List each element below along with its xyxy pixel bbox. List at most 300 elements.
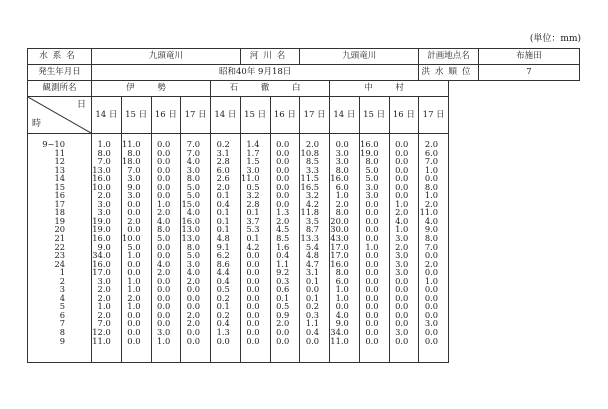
day-header: 15 日 [359,97,389,134]
value-cell: 11.0 [241,173,260,184]
day-header: 17 日 [300,97,330,134]
value-cell: 0.0 [365,233,379,244]
hour-column [28,134,92,363]
value-cell: 2.0 [395,207,409,218]
value-list [271,140,290,345]
value-cell: 0.0 [335,139,349,149]
value-cell: 1.0 [127,301,141,312]
value-cell: 7.0 [424,241,439,252]
value-cell: 3.0 [97,207,111,218]
value-cell: 2.0 [97,309,111,320]
value-cell: 1.0 [424,190,439,201]
value-cell: 8.0 [424,181,439,192]
value-cell: 17.0 [92,267,111,278]
value-cell: 9.0 [127,181,141,192]
value-cell: 2.6 [216,173,230,184]
value-cell: 3.0 [127,190,141,201]
hour-cell: 19 [54,215,65,226]
value-cell: 0.0 [395,318,409,329]
value-cell: 3.0 [335,156,349,167]
value-cell: 0.4 [216,275,230,286]
day-header: 14 日 [330,97,360,134]
value-cell: 0.0 [186,335,200,346]
value-cell: 0.0 [395,335,409,346]
value-column [330,134,360,363]
value-cell: 3.3 [305,164,320,175]
value-cell: 4.5 [276,224,290,235]
value-cell: 0.1 [246,207,260,218]
value-cell: 8.0 [186,173,200,184]
value-cell: 3.0 [157,327,171,338]
value-cell: 7.0 [127,164,141,175]
value-cell: 2.0 [186,275,200,286]
value-cell: 1.4 [246,139,260,149]
value-cell: 19.0 [360,147,379,158]
value-cell: 0.4 [305,327,320,338]
value-column [92,134,122,363]
value-cell: 3.0 [395,258,409,269]
value-cell: 0.0 [424,301,439,312]
hour-cell: 16 [54,190,65,201]
value-cell: 0.0 [127,198,141,209]
value-list [390,140,409,345]
hour-cell: 23 [54,250,65,261]
value-cell: 0.0 [186,284,200,295]
value-list [419,140,438,345]
hour-cell: 6 [59,309,65,320]
value-cell: 0.0 [157,173,171,184]
value-cell: 2.0 [127,292,141,303]
station-itoshiro: 石 徹 白 [211,81,330,97]
value-cell: 4.0 [157,215,171,226]
value-cell: 10.8 [300,147,320,158]
value-cell: 0.0 [395,275,409,286]
value-cell: 3.0 [97,198,111,209]
value-cell: 6.0 [335,181,349,192]
value-cell: 0.0 [276,147,290,158]
value-cell: 0.0 [246,292,260,303]
value-cell: 0.0 [365,198,379,209]
value-cell: 0.0 [157,164,171,175]
value-cell: 8.7 [305,224,320,235]
value-cell: 0.0 [424,267,439,278]
value-cell: 9.2 [276,267,290,278]
value-cell: 0.3 [276,275,290,286]
value-cell: 0.0 [127,335,141,346]
value-cell: 2.8 [216,156,230,167]
value-cell: 3.1 [216,147,230,158]
value-cell: 0.0 [186,301,200,312]
value-cell: 0.0 [246,309,260,320]
day-header: 16 日 [389,97,419,134]
value-cell: 0.0 [276,139,290,149]
hour-cell: 7 [59,318,65,329]
kasen-value: 九頭竜川 [300,49,419,65]
value-cell: 1.0 [395,198,409,209]
value-cell: 0.0 [276,327,290,338]
value-cell: 0.0 [276,173,290,184]
value-cell: 0.0 [246,275,260,286]
value-cell: 0.0 [424,173,439,184]
value-cell: 0.0 [424,284,439,295]
value-cell: 5.0 [127,241,141,252]
hour-cell: 2 [59,275,65,286]
day-header: 14 日 [92,97,122,134]
value-cell: 0.0 [305,335,320,346]
value-cell: 7.0 [424,156,439,167]
value-cell: 9.0 [335,318,349,329]
value-cell: 0.0 [246,250,260,261]
value-list [330,140,349,345]
value-cell: 0.2 [216,292,230,303]
value-cell: 0.0 [395,147,409,158]
value-cell: 4.8 [305,250,320,261]
value-cell: 0.0 [157,147,171,158]
value-cell: 5.0 [365,173,379,184]
kansoku-label: 観測所名 [28,81,92,97]
station-row [28,81,580,97]
value-cell: 4.0 [424,215,439,226]
value-cell: 0.0 [365,292,379,303]
value-cell: 1.0 [335,292,349,303]
value-cell: 1.0 [157,335,171,346]
value-column [270,134,300,363]
value-cell: 0.0 [395,284,409,295]
hour-cell: 24 [54,258,65,269]
value-cell: 0.0 [157,301,171,312]
value-cell: 3.0 [395,327,409,338]
value-cell: 0.0 [424,292,439,303]
value-cell: 0.0 [127,207,141,218]
value-cell: 3.1 [305,267,320,278]
value-cell: 5.0 [186,190,200,201]
keikaku-label: 計画地点名 [419,49,479,65]
value-cell: 0.5 [216,284,230,295]
value-cell: 8.0 [365,156,379,167]
value-cell: 0.0 [157,241,171,252]
value-cell: 8.5 [305,156,320,167]
value-cell: 16.0 [92,258,111,269]
value-cell: 0.0 [276,190,290,201]
value-cell: 3.7 [246,215,260,226]
value-cell: 0.0 [424,327,439,338]
value-cell: 0.9 [276,309,290,320]
value-cell: 8.0 [157,224,171,235]
value-cell: 0.0 [246,258,260,269]
value-cell: 13.0 [181,233,200,244]
hour-cell: 9~10 [42,139,65,149]
value-cell: 0.2 [305,301,320,312]
value-cell: 0.0 [216,335,230,346]
value-cell: 2.0 [97,292,111,303]
hour-cell: 20 [54,224,65,235]
value-cell: 0.5 [246,181,260,192]
value-cell: 2.8 [246,198,260,209]
value-cell: 6.0 [335,275,349,286]
value-column [121,134,151,363]
value-cell: 3.2 [305,190,320,201]
value-cell: 3.0 [97,275,111,286]
value-cell: 6.2 [216,250,230,261]
value-list [300,140,319,345]
value-list [211,140,230,345]
value-cell: 1.0 [127,284,141,295]
value-cell: 0.5 [276,301,290,312]
value-cell: 0.1 [216,207,230,218]
hour-list [28,140,65,345]
value-cell: 17.0 [330,241,349,252]
value-cell: 0.0 [276,335,290,346]
info-row-2 [28,65,580,81]
value-cell: 1.0 [127,250,141,261]
value-cell: 1.0 [395,224,409,235]
value-cell: 3.0 [395,267,409,278]
hour-cell: 9 [59,335,65,346]
value-cell: 0.0 [276,164,290,175]
value-column [240,134,270,363]
value-cell: 0.0 [395,139,409,149]
value-cell: 0.0 [157,292,171,303]
value-cell: 11.5 [300,173,320,184]
value-cell: 2.0 [97,190,111,201]
value-cell: 0.1 [246,233,260,244]
value-cell: 0.0 [365,250,379,261]
value-cell: 0.0 [365,309,379,320]
value-cell: 4.0 [186,267,200,278]
value-cell: 9.1 [216,241,230,252]
value-cell: 15.0 [181,198,200,209]
hour-cell: 4 [59,292,65,303]
value-cell: 11.0 [330,335,349,346]
hour-cell: 21 [54,233,65,244]
value-cell: 2.0 [424,258,439,269]
value-list [241,140,260,345]
value-cell: 0.0 [424,335,439,346]
unit-label: (単位：mm) [529,34,581,44]
value-cell: 5.4 [305,241,320,252]
value-cell: 2.0 [97,284,111,295]
value-cell: 1.0 [424,275,439,286]
value-cell: 0.0 [157,156,171,167]
value-cell: 3.0 [424,318,439,329]
rainfall-table [27,48,580,363]
day-header: 14 日 [211,97,241,134]
value-cell: 0.3 [305,309,320,320]
value-cell: 4.2 [305,198,320,209]
value-cell: 0.2 [216,309,230,320]
value-cell: 0.0 [246,327,260,338]
value-cell: 11.0 [92,335,111,346]
value-cell: 6.0 [216,164,230,175]
value-cell: 3.0 [365,181,379,192]
value-cell: 1.0 [365,241,379,252]
value-cell: 16.0 [330,258,349,269]
value-cell: 11.8 [300,207,320,218]
value-cell: 5.0 [186,181,200,192]
value-cell: 16.5 [300,181,320,192]
value-cell: 0.0 [157,139,171,149]
value-cell: 13.0 [92,164,111,175]
hour-cell: 1 [59,267,65,278]
value-cell: 3.0 [246,164,260,175]
value-cell: 2.0 [305,139,320,149]
value-cell: 0.0 [395,301,409,312]
value-cell: 8.0 [127,147,141,158]
value-cell: 0.1 [216,224,230,235]
value-cell: 12.0 [92,327,111,338]
value-cell: 3.0 [395,233,409,244]
value-cell: 17.0 [330,250,349,261]
value-cell: 7.0 [97,318,111,329]
day-header: 15 日 [121,97,151,134]
value-cell: 0.0 [365,207,379,218]
value-cell: 0.0 [127,258,141,269]
kasen-label: 河川名 [240,49,300,65]
value-cell: 1.7 [246,147,260,158]
value-cell: 16.0 [330,173,349,184]
value-cell: 2.0 [395,241,409,252]
hour-cell: 5 [59,301,65,312]
value-cell: 5.0 [157,233,171,244]
value-cell: 0.1 [305,292,320,303]
value-cell: 8.0 [186,241,200,252]
value-cell: 2.0 [276,318,290,329]
value-cell: 3.5 [305,215,320,226]
hour-cell: 11 [54,147,65,158]
hour-axis-label: 時 [32,119,42,129]
value-cell: 4.4 [216,267,230,278]
value-cell: 0.0 [365,215,379,226]
value-cell: 0.0 [365,327,379,338]
value-cell: 3.0 [186,164,200,175]
value-cell: 0.0 [365,335,379,346]
value-cell: 16.0 [92,233,111,244]
value-cell: 4.0 [186,156,200,167]
value-cell: 1.5 [246,156,260,167]
value-cell: 1.0 [424,164,439,175]
value-cell: 0.0 [157,181,171,192]
value-column [211,134,241,363]
value-cell: 8.0 [97,147,111,158]
value-cell: 0.0 [246,335,260,346]
value-cell: 0.0 [186,292,200,303]
value-cell: 0.1 [216,190,230,201]
value-cell: 0.0 [157,250,171,261]
day-header: 17 日 [181,97,211,134]
day-header-row [28,97,580,134]
hour-cell: 12 [54,156,65,167]
value-cell: 0.4 [276,250,290,261]
suikei-value: 九頭竜川 [92,49,241,65]
value-cell: 0.0 [127,318,141,329]
day-header: 16 日 [270,97,300,134]
value-cell: 8.6 [216,258,230,269]
value-cell: 4.0 [335,309,349,320]
value-cell: 13.0 [181,224,200,235]
value-cell: 0.1 [276,292,290,303]
suikei-label: 水系名 [28,49,92,65]
value-cell: 2.0 [335,198,349,209]
value-cell: 16.0 [360,139,379,149]
value-cell: 0.1 [216,215,230,226]
value-cell: 0.0 [365,275,379,286]
value-cell: 0.0 [305,284,320,295]
value-cell: 8.0 [335,267,349,278]
value-cell: 1.0 [97,139,111,149]
value-cell: 0.0 [424,309,439,320]
value-cell: 0.0 [365,267,379,278]
value-cell: 5.0 [186,250,200,261]
value-cell: 1.0 [335,284,349,295]
value-cell: 0.4 [216,198,230,209]
kozui-value: 7 [478,65,579,81]
hour-cell: 8 [59,327,65,338]
day-header: 16 日 [151,97,181,134]
value-cell: 5.0 [365,164,379,175]
value-cell: 3.0 [127,173,141,184]
value-cell: 2.0 [186,318,200,329]
value-cell: 4.7 [305,258,320,269]
value-cell: 2.0 [276,215,290,226]
value-cell: 0.0 [186,327,200,338]
value-list [181,140,200,345]
value-cell: 0.0 [365,284,379,295]
value-cell: 16.0 [92,173,111,184]
value-cell: 4.8 [216,233,230,244]
value-cell: 1.0 [157,198,171,209]
value-cell: 3.0 [365,190,379,201]
value-cell: 30.0 [330,224,349,235]
station-nakamura: 中 村 [330,81,449,97]
day-header: 17 日 [419,97,449,134]
value-cell: 16.0 [181,215,200,226]
kozui-label: 洪水順位 [419,65,479,81]
value-cell: 0.2 [216,139,230,149]
value-cell: 1.0 [335,190,349,201]
value-cell: 1.6 [276,241,290,252]
value-cell: 1.1 [305,318,320,329]
value-cell: 0.0 [276,156,290,167]
value-column [181,134,211,363]
value-column [151,134,181,363]
diagonal-header-cell [28,97,92,134]
value-cell: 0.0 [276,181,290,192]
value-cell: 34.0 [92,250,111,261]
value-cell: 4.0 [395,215,409,226]
value-cell: 1.3 [216,327,230,338]
value-cell: 0.0 [395,309,409,320]
value-column [300,134,330,363]
value-cell: 0.0 [276,198,290,209]
value-cell: 0.0 [335,301,349,312]
value-list [122,140,141,345]
value-cell: 34.0 [330,327,349,338]
value-cell: 3.0 [395,250,409,261]
value-cell: 43.0 [330,233,349,244]
value-cell: 8.0 [335,207,349,218]
value-column [389,134,419,363]
day-header: 15 日 [240,97,270,134]
value-cell: 5.3 [246,224,260,235]
value-cell: 0.0 [395,156,409,167]
value-cell: 4.0 [186,207,200,218]
keikaku-value: 布施田 [478,49,579,65]
value-cell: 18.0 [122,156,141,167]
value-cell: 1.1 [276,258,290,269]
value-cell: 1.3 [276,207,290,218]
value-cell: 4.0 [157,258,171,269]
value-cell: 8.0 [424,233,439,244]
